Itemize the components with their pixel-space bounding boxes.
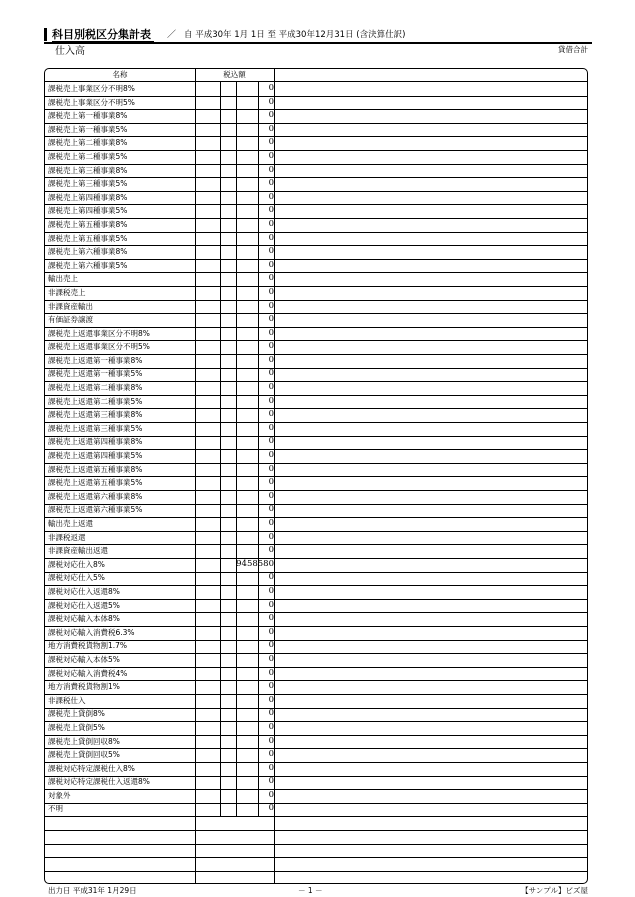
amount-value: 0 bbox=[268, 246, 274, 257]
account-name: 課税売上返還第六種事業8% bbox=[48, 491, 143, 501]
account-name: 課税売上第四種事業5% bbox=[48, 206, 128, 216]
account-name: 課税売上第一種事業8% bbox=[48, 111, 128, 121]
amount-value: 0 bbox=[268, 382, 274, 393]
account-name: 非課税売上 bbox=[48, 287, 86, 297]
table-row bbox=[45, 109, 587, 123]
company-name: 【サンプル】ビズ屋 bbox=[521, 886, 588, 895]
amount-value: 0 bbox=[268, 273, 274, 284]
table-row bbox=[45, 517, 587, 531]
amount-value: 0 bbox=[268, 545, 274, 556]
amount-value: 0 bbox=[268, 490, 274, 501]
account-name: 課税対応輸入本体5% bbox=[48, 654, 120, 664]
account-name: 地方消費税貨物割1% bbox=[48, 682, 120, 692]
report-title: 科目別税区分集計表 bbox=[52, 28, 151, 41]
account-name: 課税対応特定課税仕入8% bbox=[48, 763, 135, 773]
account-name: 課税売上返還事業区分不明8% bbox=[48, 328, 150, 338]
account-title: 仕入高 bbox=[55, 46, 85, 57]
account-name: 課税対応仕入返還5% bbox=[48, 600, 120, 610]
amount-value: 0 bbox=[268, 96, 274, 107]
table-row bbox=[45, 82, 587, 96]
table-row bbox=[45, 367, 587, 381]
account-name: 対象外 bbox=[48, 790, 71, 800]
amount-value: 0 bbox=[268, 395, 274, 406]
amount-value: 0 bbox=[268, 232, 274, 243]
account-name: 課税売上事業区分不明5% bbox=[48, 97, 135, 107]
amount-value: 0 bbox=[268, 694, 274, 705]
table-row bbox=[45, 354, 587, 368]
account-name: 課税売上返還事業区分不明5% bbox=[48, 342, 150, 352]
table-row bbox=[45, 612, 587, 626]
table-row bbox=[45, 707, 587, 721]
table-row bbox=[45, 653, 587, 667]
account-name: 課税売上貸倒8% bbox=[48, 709, 105, 719]
table-row bbox=[45, 96, 587, 110]
amount-value: 0 bbox=[268, 218, 274, 229]
amount-value: 0 bbox=[268, 259, 274, 270]
balance-note: 貸借合計 bbox=[558, 45, 588, 54]
account-name: 課税対応輸入消費税6.3% bbox=[48, 627, 135, 637]
table-row bbox=[45, 558, 587, 572]
amount-value: 0 bbox=[268, 531, 274, 542]
account-name: 有価証券譲渡 bbox=[48, 315, 93, 325]
account-name: 課税売上第一種事業5% bbox=[48, 124, 128, 134]
table-row bbox=[45, 164, 587, 178]
account-name: 課税売上返還第二種事業8% bbox=[48, 383, 143, 393]
account-name: 非課税仕入 bbox=[48, 695, 86, 705]
account-name: 課税売上第二種事業5% bbox=[48, 151, 128, 161]
account-name: 課税売上第三種事業8% bbox=[48, 165, 128, 175]
amount-value: 0 bbox=[268, 585, 274, 596]
account-name: 輸出売上返還 bbox=[48, 519, 93, 528]
account-name: 課税売上返還第三種事業5% bbox=[48, 423, 143, 433]
table-row bbox=[45, 762, 587, 776]
table-row bbox=[45, 449, 587, 463]
account-name: 課税売上返還第五種事業8% bbox=[48, 464, 143, 474]
title-marker bbox=[44, 28, 47, 41]
table-row bbox=[45, 667, 587, 681]
amount-value: 0 bbox=[268, 789, 274, 800]
table-row bbox=[45, 503, 587, 517]
table-row bbox=[45, 802, 587, 816]
table-body bbox=[45, 82, 587, 816]
table-row bbox=[45, 245, 587, 259]
table-row bbox=[45, 626, 587, 640]
account-name: 課税売上返還第二種事業5% bbox=[48, 396, 143, 406]
amount-value: 0 bbox=[268, 681, 274, 692]
table-row bbox=[45, 694, 587, 708]
amount-value: 0 bbox=[268, 164, 274, 175]
amount-value: 0 bbox=[268, 626, 274, 637]
table-row bbox=[45, 775, 587, 789]
table-row bbox=[45, 490, 587, 504]
amount-value: 0 bbox=[268, 300, 274, 311]
amount-value: 0 bbox=[268, 368, 274, 379]
amount-value: 0 bbox=[268, 110, 274, 121]
amount-value: 0 bbox=[268, 314, 274, 325]
table-row bbox=[45, 136, 587, 150]
account-name: 課税対応特定課税仕入返還8% bbox=[48, 777, 150, 787]
account-name: 課税対応輸入本体8% bbox=[48, 614, 120, 624]
amount-value: 0 bbox=[268, 721, 274, 732]
account-name: 課税売上返還第六種事業5% bbox=[48, 505, 143, 515]
summary-table bbox=[44, 68, 588, 884]
amount-value: 0 bbox=[268, 191, 274, 202]
table-row bbox=[45, 476, 587, 490]
amount-value: 0 bbox=[268, 327, 274, 338]
report-period: 自 平成30年 1月 1日 至 平成30年12月31日 (含決算仕訳) bbox=[184, 30, 406, 40]
account-name: 課税売上返還第三種事業8% bbox=[48, 410, 143, 420]
table-row bbox=[45, 735, 587, 749]
empty-row-line bbox=[45, 830, 587, 831]
amount-value: 0 bbox=[268, 463, 274, 474]
table-row bbox=[45, 327, 587, 341]
row-line bbox=[45, 816, 587, 817]
table-row bbox=[45, 599, 587, 613]
table-row bbox=[45, 408, 587, 422]
account-name: 課税対応輸入消費税4% bbox=[48, 668, 128, 678]
account-name: 地方消費税貨物割1.7% bbox=[48, 641, 128, 651]
amount-value: 0 bbox=[268, 599, 274, 610]
amount-value: 0 bbox=[268, 518, 274, 528]
amount-value: 0 bbox=[268, 504, 274, 515]
amount-value: 0 bbox=[268, 776, 274, 787]
print-date: 出力日 平成31年 1月29日 bbox=[48, 886, 137, 895]
table-row bbox=[45, 232, 587, 246]
amount-value: 9458580 bbox=[236, 558, 274, 569]
table-row bbox=[45, 259, 587, 273]
table-row bbox=[45, 531, 587, 545]
amount-value: 0 bbox=[268, 436, 274, 447]
table-row bbox=[45, 177, 587, 191]
empty-row-line bbox=[45, 871, 587, 872]
amount-value: 0 bbox=[268, 749, 274, 760]
table-row bbox=[45, 748, 587, 762]
account-name: 課税売上第二種事業8% bbox=[48, 138, 128, 148]
table-row bbox=[45, 286, 587, 300]
account-name: 課税売上返還第一種事業8% bbox=[48, 355, 143, 365]
account-name: 課税対応仕入8% bbox=[48, 559, 105, 569]
report-header bbox=[44, 28, 592, 42]
amount-value: 0 bbox=[268, 286, 274, 297]
table-row bbox=[45, 313, 587, 327]
amount-value: 0 bbox=[268, 422, 274, 433]
account-name: 輸出売上 bbox=[48, 274, 78, 284]
empty-row-line bbox=[45, 844, 587, 845]
table-row bbox=[45, 272, 587, 286]
amount-value: 0 bbox=[268, 450, 274, 461]
table-row bbox=[45, 721, 587, 735]
amount-value: 0 bbox=[268, 762, 274, 773]
page-number: － 1 － bbox=[298, 886, 323, 895]
table-row bbox=[45, 300, 587, 314]
amount-value: 0 bbox=[268, 205, 274, 216]
account-name: 課税売上第三種事業5% bbox=[48, 179, 128, 189]
table-row bbox=[45, 789, 587, 803]
amount-value: 0 bbox=[268, 123, 274, 134]
column-header-name: 名称 bbox=[112, 70, 128, 79]
account-name: 課税売上第六種事業8% bbox=[48, 247, 128, 257]
account-name: 課税売上返還第四種事業8% bbox=[48, 437, 143, 447]
header-rule bbox=[44, 42, 592, 44]
account-name: 課税売上返還第五種事業5% bbox=[48, 478, 143, 488]
empty-row-line bbox=[45, 857, 587, 858]
account-name: 非課資産輸出返還 bbox=[48, 546, 108, 556]
table-row bbox=[45, 381, 587, 395]
account-name: 課税売上返還第四種事業5% bbox=[48, 451, 143, 461]
account-name: 課税対応仕入返還8% bbox=[48, 586, 120, 596]
table-row bbox=[45, 395, 587, 409]
amount-value: 0 bbox=[268, 653, 274, 664]
table-row bbox=[45, 422, 587, 436]
table-row bbox=[45, 218, 587, 232]
amount-value: 0 bbox=[268, 803, 274, 814]
account-name: 非課資産輸出 bbox=[48, 301, 93, 311]
amount-value: 0 bbox=[268, 667, 274, 678]
column-header-amount: 税込額 bbox=[223, 70, 246, 79]
table-row bbox=[45, 463, 587, 477]
table-row bbox=[45, 585, 587, 599]
table-row bbox=[45, 340, 587, 354]
amount-value: 0 bbox=[268, 477, 274, 488]
table-row bbox=[45, 544, 587, 558]
amount-value: 0 bbox=[268, 83, 274, 93]
table-row bbox=[45, 571, 587, 585]
amount-value: 0 bbox=[268, 409, 274, 420]
account-name: 課税売上事業区分不明8% bbox=[48, 84, 135, 93]
table-row bbox=[45, 680, 587, 694]
amount-value: 0 bbox=[268, 150, 274, 161]
table-row bbox=[45, 191, 587, 205]
account-name: 課税対応仕入5% bbox=[48, 573, 105, 583]
account-name: 課税売上第五種事業5% bbox=[48, 233, 128, 243]
table-row bbox=[45, 435, 587, 449]
table-row bbox=[45, 150, 587, 164]
table-row bbox=[45, 639, 587, 653]
account-name: 課税売上貸倒回収5% bbox=[48, 750, 120, 760]
account-name: 課税売上第六種事業5% bbox=[48, 260, 128, 270]
account-name: 課税売上第四種事業8% bbox=[48, 192, 128, 202]
amount-value: 0 bbox=[268, 708, 274, 719]
account-name: 課税売上貸倒回収8% bbox=[48, 736, 120, 746]
table-row bbox=[45, 123, 587, 137]
amount-value: 0 bbox=[268, 640, 274, 651]
amount-value: 0 bbox=[268, 735, 274, 746]
amount-value: 0 bbox=[268, 178, 274, 189]
account-name: 不明 bbox=[48, 804, 63, 814]
amount-value: 0 bbox=[268, 341, 274, 352]
account-name: 非課税返還 bbox=[48, 532, 86, 542]
table-row bbox=[45, 204, 587, 218]
amount-value: 0 bbox=[268, 613, 274, 624]
amount-value: 0 bbox=[268, 137, 274, 148]
account-name: 課税売上貸倒5% bbox=[48, 722, 105, 732]
amount-value: 0 bbox=[268, 354, 274, 365]
amount-value: 0 bbox=[268, 572, 274, 583]
title-separator: ／ bbox=[167, 30, 177, 40]
account-name: 課税売上返還第一種事業5% bbox=[48, 369, 143, 379]
account-name: 課税売上第五種事業8% bbox=[48, 219, 128, 229]
